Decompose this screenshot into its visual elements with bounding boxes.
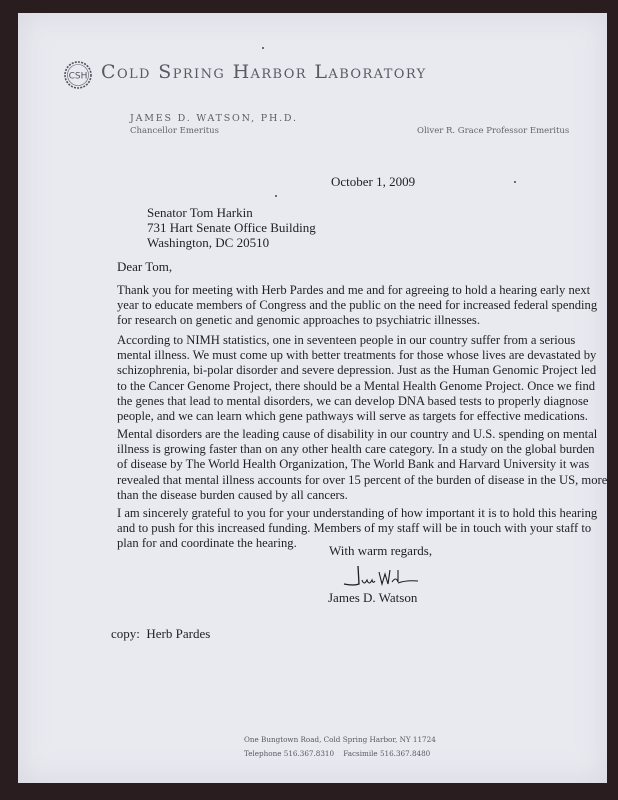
footer-phones: Telephone 516.367.8310 Facsimile 516.367.8480	[244, 749, 431, 758]
logo-text: CSH	[68, 71, 88, 82]
paper-speck	[262, 47, 264, 49]
footer-address: One Bungtown Road, Cold Spring Harbor, NY 11724	[244, 735, 436, 744]
letterhead-person-name: JAMES D. WATSON, PH.D.	[130, 113, 298, 124]
institution-name: Cold Spring Harbor Laboratory	[101, 61, 427, 83]
letterhead-title-left: Chancellor Emeritus	[130, 126, 219, 136]
signature-icon	[340, 562, 420, 592]
closing: With warm regards,	[329, 543, 433, 558]
copy-line: copy: Herb Pardes	[111, 626, 211, 641]
paper-speck	[514, 181, 516, 183]
paragraph-line: people, and we can learn which gene pathways will serve as targets for effective medications.	[117, 409, 588, 424]
paragraph-2	[117, 333, 597, 424]
paragraph-line: illness is growing faster than on any other health care category. In a study on the global burden	[117, 442, 595, 457]
paragraph-line: schizophrenia, bi-polar disorder and severe depression. Just as the Human Genomic Project led	[117, 363, 597, 378]
recipient-address: Senator Tom Harkin 731 Hart Senate Office Building Washington, DC 20510	[147, 205, 316, 251]
signer-name: James D. Watson	[328, 590, 418, 605]
paragraph-1	[117, 283, 597, 329]
paragraph-line: Mental disorders are the leading cause of disability in our country and U.S. spending on mental	[117, 427, 598, 441]
letterhead-title-right: Oliver R. Grace Professor Emeritus	[417, 126, 570, 136]
paragraph-3	[117, 427, 608, 503]
paragraph-line: revealed that mental illness accounts for over 15 percent of the burden of disease in the US, more	[117, 472, 608, 487]
csh-logo-icon	[63, 60, 93, 90]
paragraph-line: for research on genetic and genomic approaches to psychiatric illnesses.	[117, 313, 480, 328]
paragraph-line: the genes that lead to mental disorders, we can develop DNA based tests to properly diagnose	[117, 393, 589, 408]
paragraph-line: and to push for this increased funding. Members of my staff will be in touch with your staff to	[117, 521, 592, 536]
salutation: Dear Tom,	[117, 259, 173, 274]
paragraph-line: than the disease burden caused by all cancers.	[117, 487, 348, 502]
paragraph-line: Thank you for meeting with Herb Pardes and me and for agreeing to hold a hearing early next	[117, 283, 591, 297]
paragraph-line: year to educate members of Congress and the public on the need for increased federal spending	[117, 298, 598, 313]
paragraph-line: According to NIMH statistics, one in seventeen people in our country suffer from a serious	[117, 333, 576, 347]
paper-speck	[275, 195, 277, 197]
paragraph-line: plan for and coordinate the hearing.	[117, 536, 297, 551]
letter-date: October 1, 2009	[331, 174, 416, 189]
paragraph-line: to the Cancer Genome Project, there should be a Mental Health Genome Project. Once we find	[117, 378, 596, 393]
paragraph-line: of disease by The World Health Organization, The World Bank and Harvard University it was	[117, 457, 590, 472]
paragraph-line: mental illness. We must come up with better treatments for those whose lives are devastated by	[117, 348, 597, 363]
paragraph-line: I am sincerely grateful to you for your understanding of how important it is to hold this hearing	[117, 506, 598, 520]
